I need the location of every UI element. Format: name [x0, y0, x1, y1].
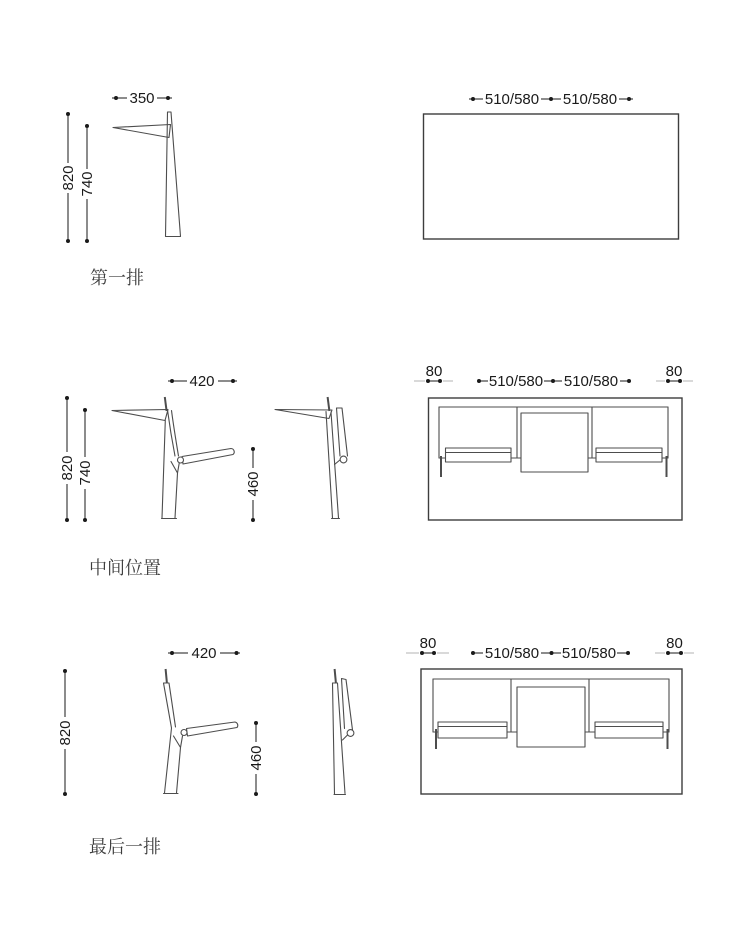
left-seat: [446, 448, 512, 462]
dim-middle-height-740: [77, 408, 94, 522]
seat-pivot: [178, 457, 184, 463]
dim-middle-top-widths: [414, 363, 693, 390]
last-chair-side-view-folded: [333, 669, 354, 795]
dim-first-row-width: [112, 90, 172, 107]
dim-first-row-height-740: [79, 124, 96, 243]
dim-first-row-desk-widths: [469, 91, 633, 108]
right-seat: [595, 722, 663, 738]
dim-label-350: 350: [129, 90, 155, 107]
seat-pivot: [347, 730, 354, 737]
section-label-first-row: 第一排: [90, 268, 144, 288]
dim-label-80-left: 80: [425, 363, 443, 380]
section-first-row: [60, 90, 679, 288]
dim-label-510-580-left: 510/580: [484, 645, 540, 662]
section-label-last-row: 最后一排: [89, 837, 161, 857]
dim-label-820: 820: [59, 455, 76, 481]
dim-label-80-right: 80: [665, 363, 683, 380]
section-label-middle-position: 中间位置: [89, 558, 161, 578]
left-seat: [438, 722, 507, 738]
dim-label-420: 420: [189, 373, 215, 390]
dim-label-510-580-left: 510/580: [488, 373, 544, 390]
dim-label-80-right: 80: [666, 635, 683, 652]
first-row-desk-top-view: [424, 114, 679, 239]
middle-row-top-view: [429, 398, 683, 520]
dim-label-820: 820: [60, 165, 77, 191]
dim-last-width: [168, 645, 240, 662]
dim-label-80-left: 80: [419, 635, 437, 652]
section-last-row: [57, 635, 694, 857]
dim-label-460: 460: [248, 745, 265, 771]
dim-label-510-580-right: 510/580: [563, 373, 619, 390]
seat-pivot: [181, 730, 187, 736]
dim-label-740: 740: [77, 460, 94, 486]
dim-label-460: 460: [245, 471, 262, 497]
center-console: [521, 413, 588, 472]
dim-label-820: 820: [57, 720, 74, 746]
middle-chair-side-view-open: [112, 397, 234, 519]
right-seat: [596, 448, 662, 462]
last-row-top-view: [421, 669, 682, 794]
section-middle-position: [59, 363, 693, 578]
dim-middle-height-820: [59, 396, 76, 522]
seat-pivot: [340, 456, 347, 463]
center-console: [517, 687, 585, 747]
last-chair-side-view-open: [164, 669, 238, 794]
first-row-desk-side-view: [113, 112, 181, 237]
dim-last-height-820: [57, 669, 74, 796]
dim-last-seat-height-460: [248, 721, 265, 796]
dim-label-740: 740: [79, 171, 96, 197]
dim-middle-width: [168, 373, 237, 390]
dim-label-510-580-right: 510/580: [561, 645, 617, 662]
dim-label-510-580-left: 510/580: [484, 91, 540, 108]
dim-label-510-580-right: 510/580: [562, 91, 618, 108]
dim-last-top-widths: [406, 635, 694, 662]
dim-label-420: 420: [191, 645, 217, 662]
dim-first-row-height-820: [60, 112, 77, 243]
dim-middle-seat-height-460: [245, 447, 262, 522]
middle-chair-side-view-folded: [275, 397, 348, 519]
